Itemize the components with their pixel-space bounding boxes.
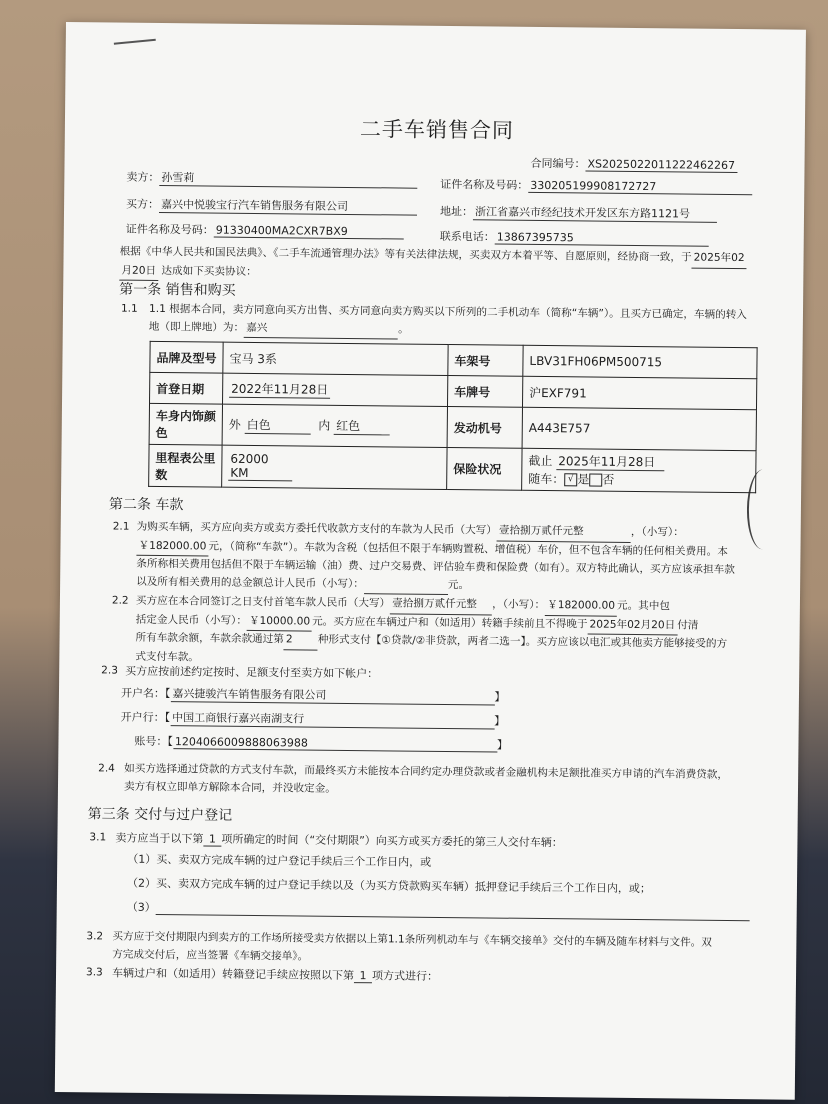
buyer-id: 91330400MA2CXR7BX9 [214, 224, 404, 240]
clause-2-3-intro: 买方应按前述约定按时、足额支付至卖方如下帐户： [125, 664, 379, 681]
bank-row: 开户行：【 中国工商银行嘉兴南湖支行 】 [120, 710, 506, 728]
section-3-heading: 第三条 交付与过户登记 [87, 806, 233, 824]
vin-label: 车架号 [448, 345, 523, 377]
buyer-name: 嘉兴中悦骏宝行汽车销售服务有限公司 [159, 196, 417, 216]
seller-name: 孙雪莉 [159, 169, 417, 189]
reg-date-value: 2022年11月28日 [223, 373, 448, 406]
mileage-value: 62000 KM [222, 445, 447, 489]
clause-number: 2.4 [98, 762, 115, 775]
clause-2-2: 买方应在本合同签订之日支付首笔车款人民币（大写） 壹拾捌万贰仟元整 ，（小写）： ￥182000.00 元。其中包 括定金人民币（小写）： ￥10000.00 元。买方应在车辆过户和（如适用）转籍手续前且不得晚于 2025年02月20日 付清 所有车款余额，车款余款通过第 2 种形式支付【①贷款/②非贷款，两者二选一】。买方应该以电汇或其他卖方能够接受的方 式支付车款。 [135, 594, 728, 663]
pen-mark [114, 39, 156, 45]
plate-value: 沪EXF791 [522, 376, 756, 409]
color-label: 车身内饰颜色 [149, 403, 222, 445]
contract-number-value: XS2025022011222462267 [585, 157, 737, 173]
clause-number: 3.2 [86, 930, 104, 943]
intro-paragraph: 根据《中华人民共和国民法典》、《二手车流通管理办法》等有关法律法规，买卖双方本着平等、自愿原则，经协商一致，于 2025年02 月20日 达成如下买卖协议： [119, 244, 769, 288]
delivery-option-3: （3） [127, 899, 750, 922]
seller-id: 330205199908172727 [528, 179, 752, 195]
clause-2-1: 为购买车辆，买方应向卖方或卖方委托代收款方支付的车款为人民币（大写） 壹拾捌万贰仟元整 ，（小写）： ￥182000.00 元，（简称“车款”）。车款为含税（包括但不限于车辆购置税、增值税）车价，但不包含车辆的任何相关费用。本 条所称相关费用包括但不限于车辆运输（油）费、过户交易费、评估验车费和保险费（如有）。双方特此确认，买方应该承担车款 以及所有相关费用的总金额总计人民币（小写）： 元。 [136, 519, 762, 599]
insurance-no-checkbox[interactable] [589, 474, 602, 487]
table-row [149, 444, 756, 492]
clause-number: 3.3 [85, 966, 103, 979]
buyer-phone: 13867395735 [495, 231, 709, 247]
section-1-heading: 第一条 销售和购买 [119, 281, 236, 299]
delivery-option-2: （2）买、卖双方完成车辆的过户登记手续以及（为买方贷款购买车辆）抵押登记手续后三个工作日内，或； [126, 876, 652, 896]
contract-number: 合同编号： XS2025022011222462267 [530, 156, 736, 173]
color-value: 外 白色 内 红色 [222, 404, 447, 447]
bank-name: 中国工商银行嘉兴南湖支行 [170, 709, 494, 729]
plate-label: 车牌号 [447, 376, 522, 408]
document-title: 二手车销售合同 [359, 117, 515, 143]
engine-label: 发动机号 [447, 407, 522, 449]
mileage-label: 里程表公里数 [149, 444, 222, 487]
buyer-row: 买方： 嘉兴中悦骏宝行汽车销售服务有限公司 [126, 196, 417, 216]
vin-value: LBV31FH06PM500715 [523, 345, 757, 378]
seller-id-row: 证件名称及号码： 330205199908172727 [440, 176, 752, 195]
insurance-label: 保险状况 [447, 448, 522, 491]
reg-date-label: 首登日期 [150, 372, 223, 404]
clause-number: 2.2 [111, 594, 129, 607]
brand-label: 品牌及型号 [150, 341, 223, 373]
clause-3-1: 卖方应当于以下第 1 项所确定的时间（“交付期限”）向买方或买方委托的第三人交付车辆： [115, 831, 563, 850]
section-2-heading: 第二条 车款 [108, 496, 184, 514]
account-number-row: 账号：【 1204066009888063988 】 [134, 734, 509, 752]
contract-paper [55, 22, 806, 1100]
account-name: 嘉兴捷骏汽车销售服务有限公司 [170, 685, 494, 705]
clause-1-1: 1.1 根据本合同，卖方同意向买方出售、买方同意向卖方购买以下所列的二手机动车（简称“车辆”）。且买方已确定，车辆的转入 地（即上牌地）为： 嘉兴 。 [149, 301, 764, 343]
buyer-id-row: 证件名称及号码： 91330400MA2CXR7BX9 [126, 221, 404, 240]
engine-value: A443E757 [522, 407, 756, 450]
vehicle-table [148, 341, 757, 493]
clause-3-3: 车辆过户和（如适用）转籍登记手续应按照以下第 1 项方式进行： [111, 966, 439, 983]
clause-number: 3.1 [89, 831, 107, 844]
clause-2-4: 如买方选择通过贷款的方式支付车款，而最终买方未能按本合同约定办理贷款或者金融机构未足额批准买方申请的汽车消费贷款， 卖方有权立即单方解除本合同，并没收定金。 [123, 762, 729, 795]
clause-number: 2.1 [112, 520, 130, 533]
buyer-address: 浙江省嘉兴市经纪技术开发区东方路1121号 [473, 203, 717, 223]
brand-value: 宝马 3系 [223, 342, 448, 375]
account-number: 1204066009888063988 [173, 735, 497, 752]
table-row [149, 403, 756, 450]
clause-3-2: 买方应于交付期限内到卖方的工作场所接受卖方依据以上第1.1条所列机动车与《车辆交接单》交付的车辆及随车材料与文件。双 方完成交付后，应当签署《车辆交接单》。 [112, 930, 712, 963]
buyer-address-row: 地址： 浙江省嘉兴市经纪技术开发区东方路1121号 [440, 203, 717, 223]
insurance-value: 截止 2025年11月28日 随车： √ 是 否 [522, 448, 756, 492]
insurance-yes-checkbox[interactable]: √ [564, 473, 577, 486]
registration-place: 嘉兴 [244, 319, 398, 339]
seller-row: 卖方： 孙雪莉 [126, 169, 417, 189]
delivery-option-1: （1）买、卖双方完成车辆的过户登记手续后三个工作日内，或 [127, 852, 432, 869]
buyer-phone-row: 联系电话： 13867395735 [440, 228, 709, 247]
clause-number: 1.1 [120, 302, 138, 315]
account-name-row: 开户名：【 嘉兴捷骏汽车销售服务有限公司 】 [120, 686, 506, 704]
clause-number: 2.3 [101, 664, 118, 677]
